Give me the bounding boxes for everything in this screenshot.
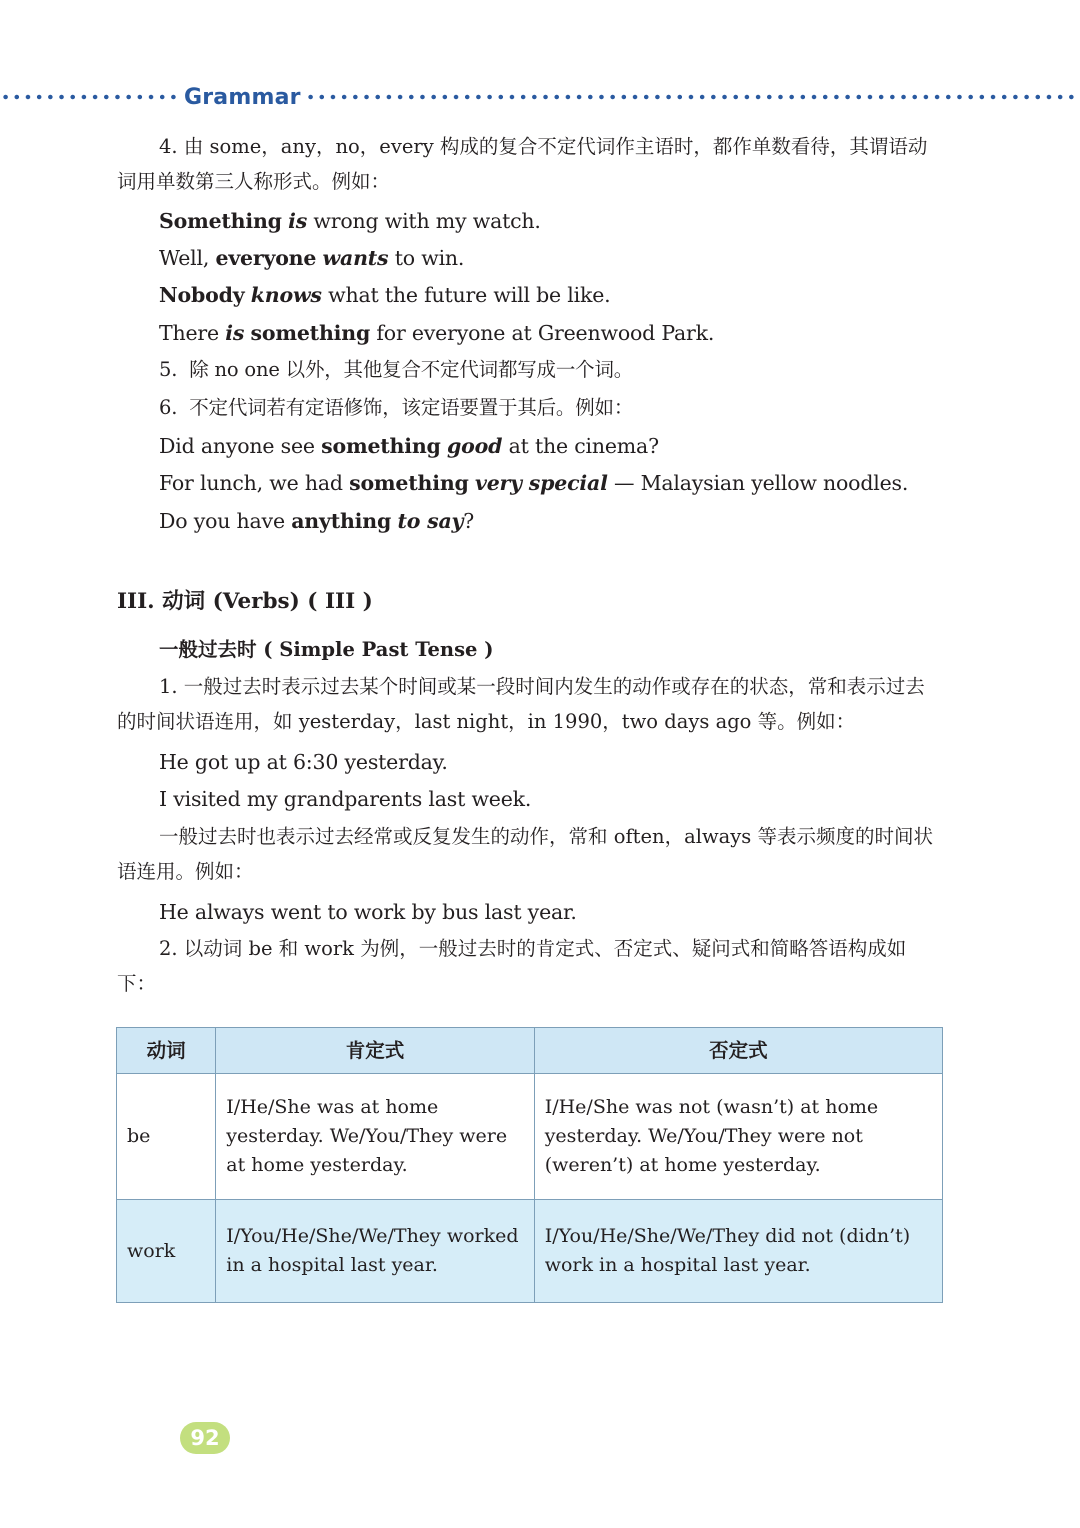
example-4-4 [159, 318, 714, 348]
rule-4 [117, 129, 943, 199]
example-4-3 [159, 280, 610, 310]
rule-4-text: 由 some，any，no，every 构成的复合不定代词作主语时，都作单数看待，其谓语动词用单数第三人称形式。例如： [117, 135, 928, 193]
tense-rule-2: 2. 以动词 be 和 work 为例，一般过去时的肯定式、否定式、疑问式和简略答语构成如下： [117, 937, 907, 995]
tense-example-1: He got up at 6:30 yesterday. [159, 750, 448, 774]
example-rest: what the future will be like. [321, 283, 611, 307]
example-verb: wants [322, 246, 389, 270]
example-pronoun: something [349, 471, 469, 495]
example-modifier: to say [397, 509, 464, 533]
example-pre: Do you have [159, 509, 292, 533]
example-pre: Well, [159, 246, 216, 270]
example-verb: knows [250, 283, 322, 307]
rule-5-number: 5. [159, 358, 178, 381]
example-rest: for everyone at Greenwood Park. [370, 321, 715, 345]
example-verb: is [288, 209, 308, 233]
tense-rule-1: 1. 一般过去时表示过去某个时间或某一段时间内发生的动作或存在的状态，常和表示过去的时间状语连用，如 yesterday，last night，in 1990，two days ago 等。例如： [117, 675, 925, 733]
table-row [117, 1200, 943, 1303]
cell-verb: be [117, 1074, 216, 1200]
cell-affirmative: I/He/She was at home yesterday. We/You/They were at home yesterday. [216, 1074, 534, 1200]
example-rest: at the cinema? [502, 434, 659, 458]
example-6-3 [159, 506, 474, 536]
header-verb: 动词 [117, 1028, 216, 1074]
example-pronoun: anything [291, 509, 392, 533]
rule-4-number: 4. [159, 135, 178, 158]
rule-6-text: 不定代词若有定语修饰，该定语要置于其后。例如： [189, 396, 634, 419]
example-pronoun: Something [159, 209, 282, 233]
example-rest: ? [463, 509, 475, 533]
example-pre: For lunch, we had [159, 471, 350, 495]
rule-6-number: 6. [159, 396, 178, 419]
example-4-1 [159, 206, 541, 236]
example-pre: Did anyone see [159, 434, 322, 458]
example-4-2 [159, 243, 464, 273]
header-dots-right [305, 94, 1080, 100]
cell-negative: I/He/She was not (wasn’t) at home yesterday. We/You/They were not (weren’t) at home yesterday. [534, 1074, 942, 1200]
section-title: III. 动词 (Verbs) ( III ) [117, 589, 373, 614]
header-title: Grammar [184, 84, 301, 110]
example-rest: wrong with my watch. [307, 209, 541, 233]
example-6-2 [159, 468, 908, 498]
table-header-row [117, 1028, 943, 1074]
header-affirmative: 肯定式 [216, 1028, 534, 1074]
table-row [117, 1074, 943, 1200]
example-pronoun: Nobody [159, 283, 245, 307]
cell-verb: work [117, 1200, 216, 1303]
rule-5 [159, 355, 633, 385]
example-modifier: good [447, 434, 503, 458]
tense-example-3: He always went to work by bus last year. [159, 900, 577, 924]
example-rest: — Malaysian yellow noodles. [607, 471, 909, 495]
example-6-1 [159, 431, 659, 461]
example-verb: is [225, 321, 245, 345]
conjugation-table [116, 1027, 943, 1303]
example-pronoun: something [321, 434, 441, 458]
example-rest: to win. [388, 246, 465, 270]
page-header [0, 82, 1080, 112]
tense-example-2: I visited my grandparents last week. [159, 787, 532, 811]
page-number-badge: 92 [180, 1422, 230, 1454]
cell-negative: I/You/He/She/We/They did not (didn’t) work in a hospital last year. [534, 1200, 942, 1303]
header-dots-left [0, 94, 180, 100]
example-modifier: very special [475, 471, 608, 495]
header-negative: 否定式 [534, 1028, 942, 1074]
example-pronoun: something [250, 321, 371, 345]
cell-affirmative: I/You/He/She/We/They worked in a hospital last year. [216, 1200, 534, 1303]
rule-6 [159, 393, 633, 423]
example-pre: There [159, 321, 226, 345]
tense-rule-frequency: 一般过去时也表示过去经常或反复发生的动作，常和 often，always 等表示频度的时间状语连用。例如： [117, 825, 933, 883]
rule-5-text: 除 no one 以外，其他复合不定代词都写成一个词。 [189, 358, 634, 381]
subsection-title: 一般过去时 ( Simple Past Tense ) [159, 638, 494, 661]
example-pronoun: everyone [215, 246, 317, 270]
